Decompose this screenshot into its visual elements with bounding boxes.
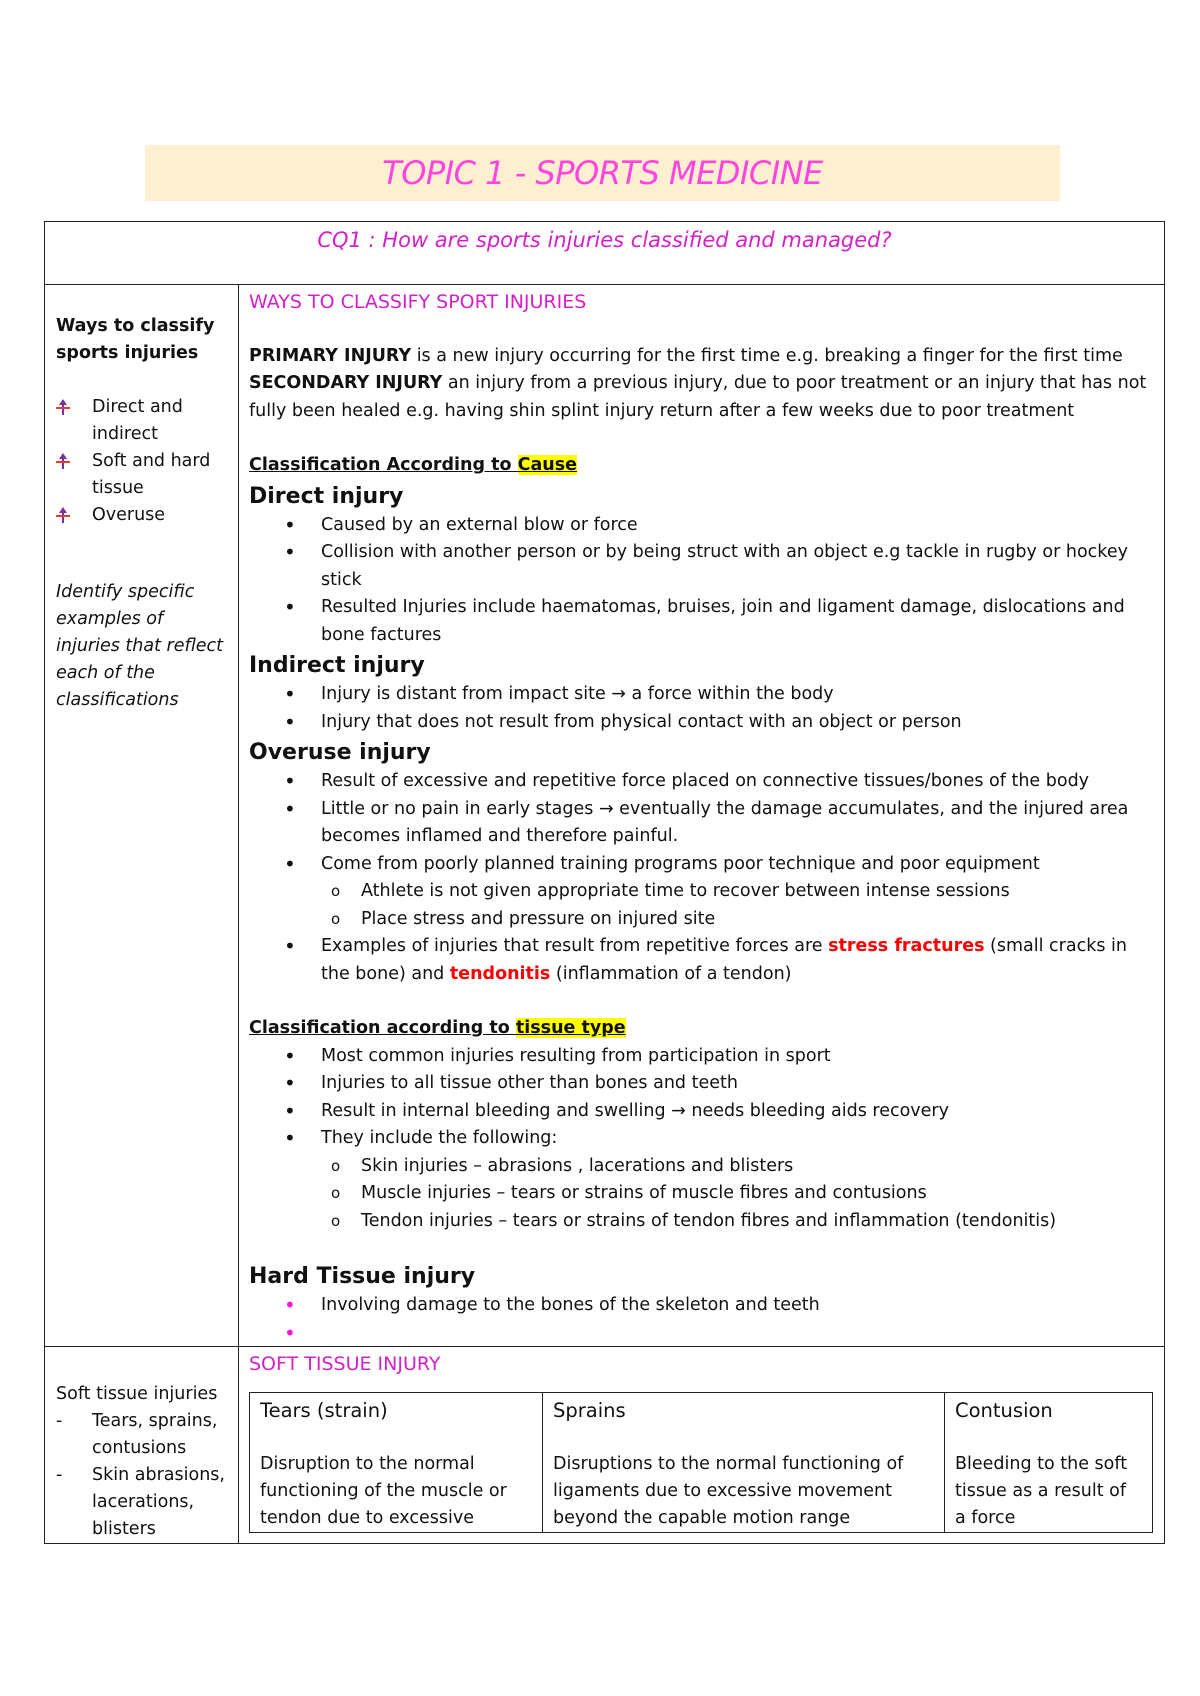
column-text: Disruption to the normal functioning of the muscle or tendon due to excessive bbox=[260, 1454, 507, 1528]
notes-table bbox=[44, 221, 1165, 1544]
left-note: Identify specific examples of injuries that reflect each of the classifications bbox=[56, 582, 224, 710]
list-item: Direct and indirect bbox=[56, 394, 230, 448]
list-item: • Result in internal bleeding and swelling → needs bleeding aids recovery bbox=[321, 1098, 1154, 1126]
tissue-heading: Classification according to tissue type bbox=[249, 1018, 626, 1038]
section-title: SOFT TISSUE INJURY bbox=[249, 1352, 441, 1375]
indirect-list bbox=[249, 681, 1154, 736]
list-item: o Tendon injuries – tears or strains of tendon fibres and inflammation (tendonitis) bbox=[361, 1208, 1154, 1236]
column-text: Disruptions to the normal functioning of ligaments due to excessive movement beyond the capable motion range bbox=[553, 1454, 904, 1528]
list-item: • Collision with another person or by being struct with an object e.g tackle in rugby or hockey stick bbox=[321, 539, 1154, 594]
list-item: • Most common injuries resulting from participation in sport bbox=[321, 1043, 1154, 1071]
list-item: o Skin injuries – abrasions , lacerations and blisters bbox=[361, 1153, 1154, 1181]
soft-tissue-table bbox=[249, 1392, 1153, 1533]
tissue-list bbox=[249, 1043, 1154, 1236]
list-item: • They include the following: o Skin injuries – abrasions , lacerations and blisters o Muscle injuries – tears or strains of muscle fibres and contusions o Tendon injuries – tears or strains of tendon fibres and inflammation (tendonitis) bbox=[321, 1125, 1154, 1235]
column-head: Contusion bbox=[955, 1399, 1053, 1422]
hard-tissue-title: Hard Tissue injury bbox=[249, 1264, 476, 1289]
hard-tissue-list bbox=[249, 1292, 1154, 1346]
left-column-soft-tissue bbox=[45, 1346, 239, 1543]
overuse-injury-title: Overuse injury bbox=[249, 740, 431, 765]
right-column-classify bbox=[239, 285, 1165, 1347]
secondary-injury-text: SECONDARY INJURY an injury from a previous injury, due to poor treatment or an injury that has not fully been healed e.g. having shin splint injury return after a few weeks due to poor treatment bbox=[249, 373, 1147, 421]
primary-injury-text: PRIMARY INJURY is a new injury occurring for the first time e.g. breaking a finger for the first time bbox=[249, 345, 1123, 366]
list-item bbox=[321, 1320, 1154, 1342]
list-item: • Come from poorly planned training programs poor technique and poor equipment o Athlete is not given appropriate time to recover between intense sessions o Place stress and pressure on injured site bbox=[321, 851, 1154, 934]
list-item: Overuse bbox=[56, 502, 230, 529]
list-item: o Muscle injuries – tears or strains of muscle fibres and contusions bbox=[361, 1180, 1154, 1208]
list-item: o Athlete is not given appropriate time to recover between intense sessions bbox=[361, 878, 1154, 906]
list-item: • Injuries to all tissue other than bones and teeth bbox=[321, 1070, 1154, 1098]
tears-cell bbox=[250, 1393, 543, 1533]
list-item: Soft and hard tissue bbox=[56, 448, 230, 502]
list-item: • Result of excessive and repetitive force placed on connective tissues/bones of the body bbox=[321, 768, 1154, 796]
contusion-cell bbox=[945, 1393, 1153, 1533]
direct-injury-title: Direct injury bbox=[249, 483, 404, 509]
tissue-sublist bbox=[321, 1153, 1154, 1236]
cq-question: CQ1 : How are sports injuries classified and managed? bbox=[317, 228, 892, 252]
title-banner bbox=[145, 145, 1060, 201]
column-head: Sprains bbox=[553, 1399, 626, 1422]
overuse-list bbox=[249, 768, 1154, 988]
cq-row bbox=[45, 222, 1165, 285]
direct-list bbox=[249, 512, 1154, 650]
page-title: TOPIC 1 - SPORTS MEDICINE bbox=[382, 154, 823, 192]
left-heading: Ways to classify sports injuries bbox=[56, 316, 215, 363]
column-head: Tears (strain) bbox=[260, 1399, 388, 1422]
arrow-bullet-icon bbox=[56, 399, 70, 415]
arrow-bullet-icon bbox=[56, 507, 70, 523]
list-item: • Little or no pain in early stages → eventually the damage accumulates, and the injured area becomes inflamed and therefore painful. bbox=[321, 796, 1154, 851]
cause-heading: Classification According to Cause bbox=[249, 455, 578, 475]
right-column-soft-tissue bbox=[239, 1346, 1165, 1543]
list-item: • Resulted Injuries include haematomas, bruises, join and ligament damage, dislocations and bone factures bbox=[321, 594, 1154, 649]
list-item: • Caused by an external blow or force bbox=[321, 512, 1154, 540]
list-item: • Injury is distant from impact site → a force within the body bbox=[321, 681, 1154, 709]
left-heading: Soft tissue injuries bbox=[56, 1383, 218, 1404]
overuse-sublist bbox=[321, 878, 1154, 933]
section-title: WAYS TO CLASSIFY SPORT INJURIES bbox=[249, 291, 587, 313]
sprains-cell bbox=[543, 1393, 945, 1533]
column-text: Bleeding to the soft tissue as a result of a force bbox=[955, 1454, 1128, 1528]
indirect-injury-title: Indirect injury bbox=[249, 653, 425, 678]
arrow-bullet-icon bbox=[56, 453, 70, 469]
list-item: - Skin abrasions, lacerations, blisters bbox=[56, 1462, 232, 1543]
list-item: • Involving damage to the bones of the skeleton and teeth bbox=[321, 1292, 1154, 1320]
list-item: • Injury that does not result from physical contact with an object or person bbox=[321, 709, 1154, 737]
list-item: o Place stress and pressure on injured site bbox=[361, 906, 1154, 934]
soft-tissue-list bbox=[56, 1408, 232, 1543]
list-item: - Tears, sprains, contusions bbox=[56, 1408, 232, 1462]
classify-list bbox=[56, 394, 230, 529]
left-column-classify bbox=[45, 285, 239, 1347]
list-item: • Examples of injuries that result from repetitive forces are stress fractures (small cracks in the bone) and tendonitis (inflammation of a tendon) bbox=[321, 933, 1154, 988]
